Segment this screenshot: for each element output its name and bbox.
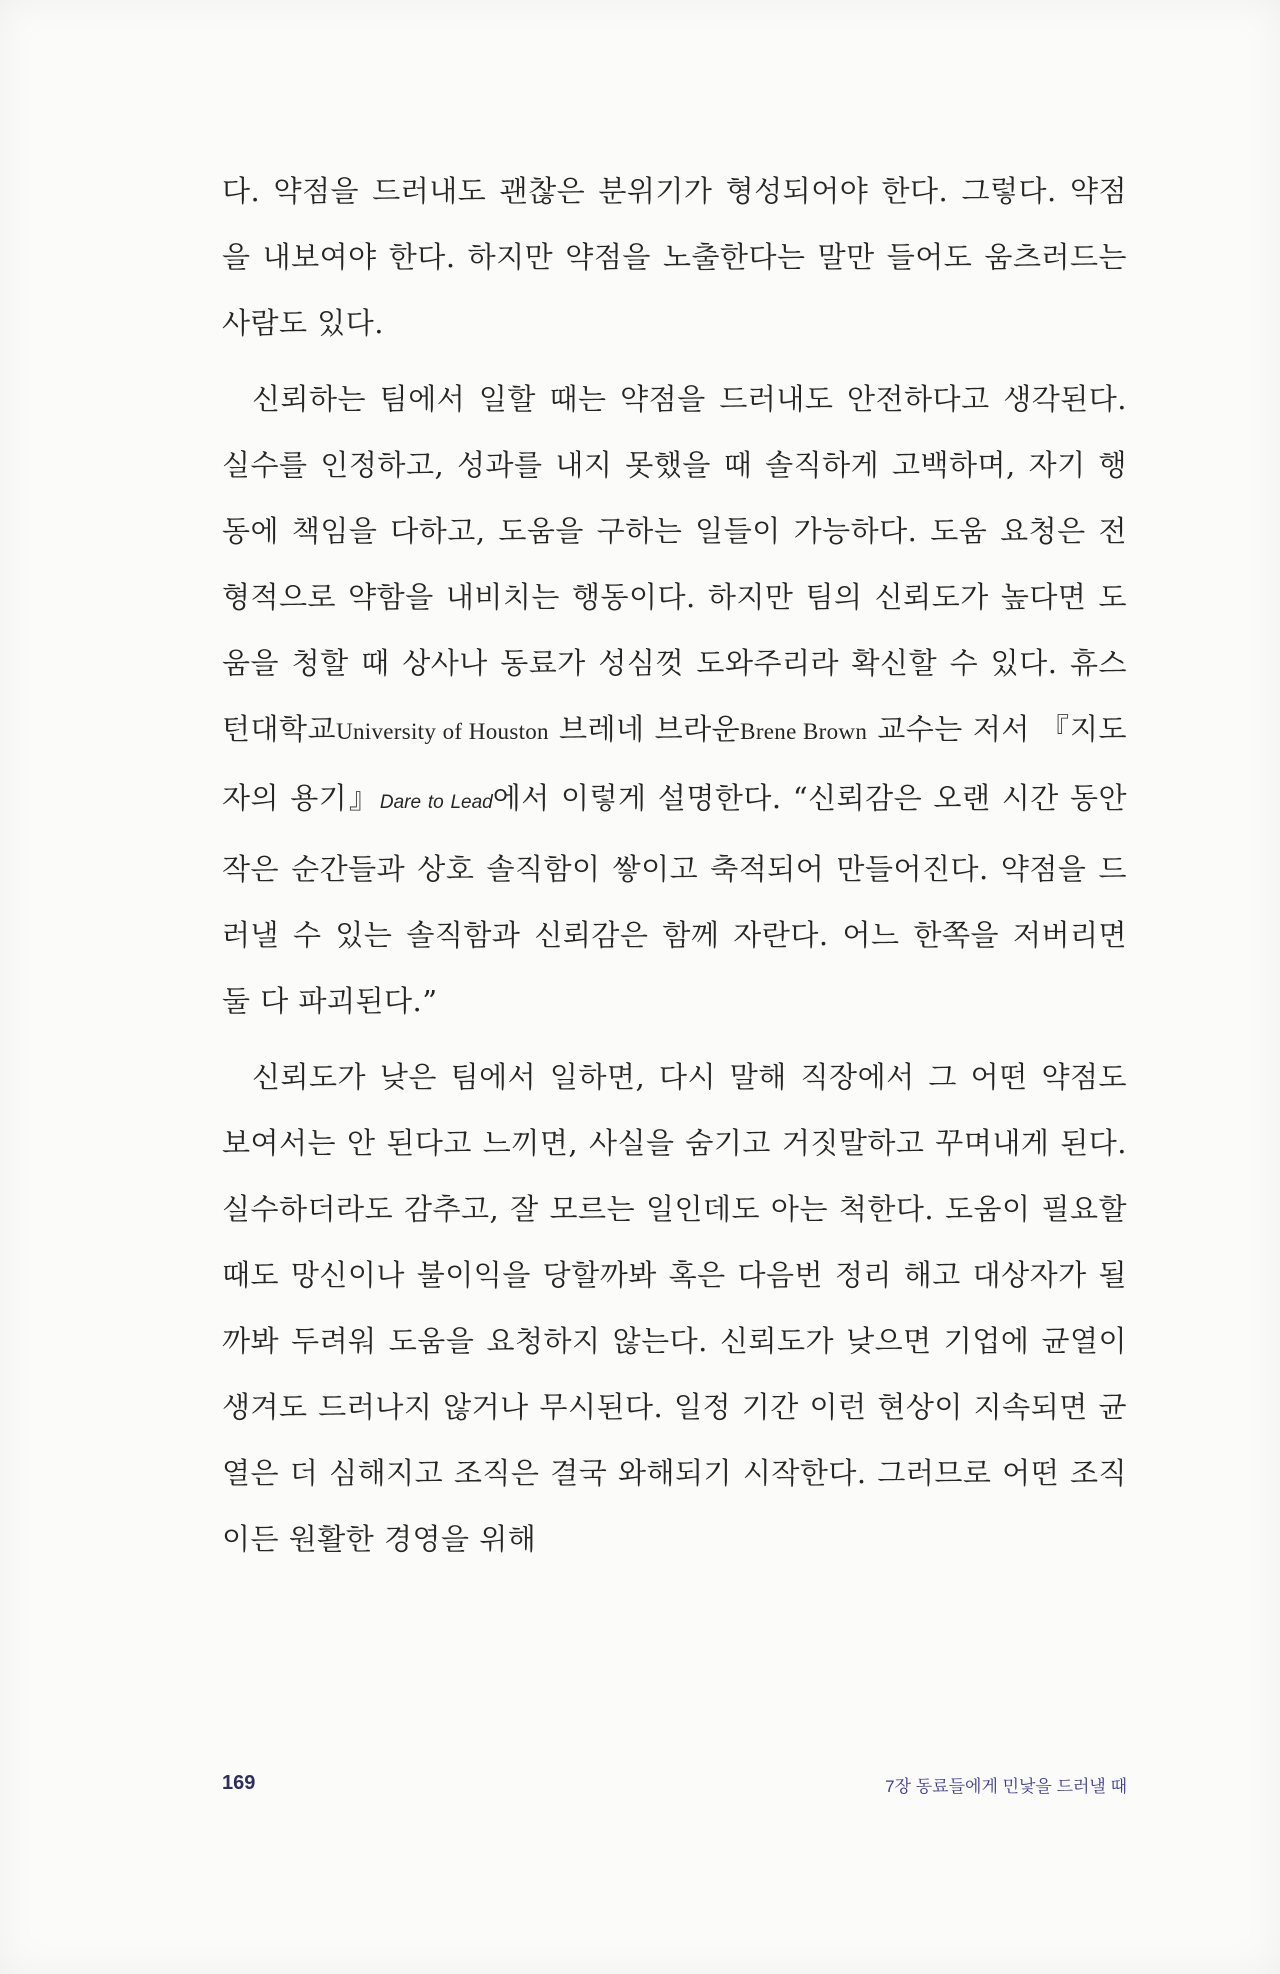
paragraph-2-text-part1: 신뢰하는 팀에서 일할 때는 약점을 드러내도 안전하다고 생각된다. 실수를 인정하고, 성과를 내지 못했을 때 솔직하게 고백하며, 자기 행동에 책임을 다하고, 도움을 구하는 일들이 가능하다. 도움 요청은 전형적으로 약함을 내비치는 행동이다. 하지만 팀의 신뢰도가 높다면 도움을 청할 때 상사나 동료가 성심껏 도와주리라 확신할 수 있다. 휴스턴대학교 (222, 382, 1127, 746)
author-name-english: Brene Brown (740, 719, 868, 744)
book-title-english: Dare to Lead (379, 792, 493, 813)
paragraph-3 (222, 1044, 1127, 1572)
university-name-english: University of Houston (336, 719, 549, 744)
paragraph-2-text-part2: 브레네 브라운 (548, 712, 741, 746)
paragraph-2 (222, 366, 1127, 1034)
paragraph-1-text: 다. 약점을 드러내도 괜찮은 분위기가 형성되어야 한다. 그렇다. 약점을 내보여야 한다. 하지만 약점을 노출한다는 말만 들어도 움츠러드는 사람도 있다. (222, 174, 1127, 340)
page-footer (222, 1772, 1127, 1802)
page-number: 169 (222, 1772, 256, 1794)
body-text (222, 158, 1127, 1582)
paragraph-3-text: 신뢰도가 낮은 팀에서 일하면, 다시 말해 직장에서 그 어떤 약점도 보여서는 안 된다고 느끼면, 사실을 숨기고 거짓말하고 꾸며내게 된다. 실수하더라도 감추고, 잘 모르는 일인데도 아는 척한다. 도움이 필요할 때도 망신이나 불이익을 당할까봐 혹은 다음번 정리 해고 대상자가 될까봐 두려워 도움을 요청하지 않는다. 신뢰도가 낮으면 기업에 균열이 생겨도 드러나지 않거나 무시된다. 일정 기간 이런 현상이 지속되면 균열은 더 심해지고 조직은 결국 와해되기 시작한다. 그러므로 어떤 조직이든 원활한 경영을 위해 (222, 1060, 1127, 1556)
paragraph-2-text-part4: 에서 이렇게 설명한다. “신뢰감은 오랜 시간 동안 작은 순간들과 상호 솔직함이 쌓이고 축적되어 만들어진다. 약점을 드러낼 수 있는 솔직함과 신뢰감은 함께 자란다. 어느 한쪽을 저버리면 둘 다 파괴된다.” (222, 781, 1127, 1018)
paragraph-2-text-part3: 교수는 저서 『지도자의 용기』 (222, 712, 1127, 815)
paragraph-1 (222, 158, 1127, 356)
running-title: 7장 동료들에게 민낯을 드러낼 때 (885, 1777, 1127, 1796)
